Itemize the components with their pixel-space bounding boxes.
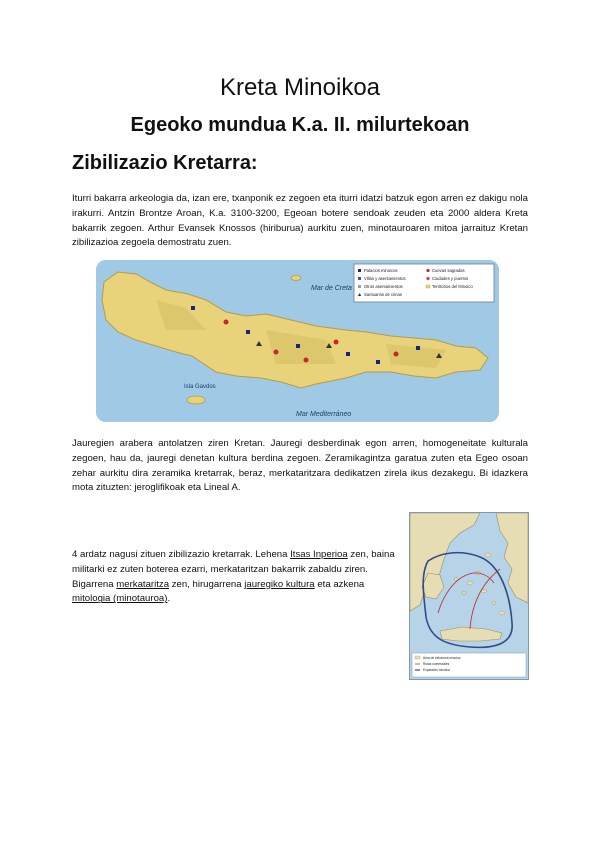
axes-text-end: . <box>167 593 171 605</box>
legend-item-6: Territorios del Minoico <box>432 284 473 289</box>
sea-label-bottom: Mar Mediterráneo <box>296 411 352 418</box>
paragraph-intro: Iturri bakarra arkeologia da, izan ere, txanponik ez zegoen eta iturri idatzi batzuk egon arren ez dakigu nola irakurri. Antzin Brontze Aroan, K.a. 3100-3200, Egeoan botere sendoak zeuden eta 2000 aldera Kreta bakarrik zegoen. Arthur Evansek Knossos (hiriburua) aurkitu zuen, minotauroaren mitoa jarraituz Kretan zibilizazioa zegoela demostratu zuen. <box>72 193 528 249</box>
legend-item-1: Villas y asentamientos <box>364 276 406 281</box>
paragraph-axes <box>72 548 397 607</box>
legend-item-0: Palacios minoicos <box>364 268 398 273</box>
legend-item-2: Otros asentamientos <box>364 284 403 289</box>
document-title: Kreta Minoikoa <box>219 74 381 101</box>
link-itsas-inperioa[interactable]: Itsas Inperioa <box>290 549 348 560</box>
axes-text-2: zen, baina militarki ez zuten boterea ezarri, merkataritzan bakarrik zabaldu ziren. Bigarrena <box>72 549 395 590</box>
paragraph-palaces: Jauregien arabera antolatzen ziren Kretan. Jauregi desberdinak egon arren, homogeneitate kulturala zegoen, hau da, jauregi denetan kultura berdina zegoen. Zeramikagintza garatua zuten eta Egeo osoan zehar aurkitu dira zeramika kretarrak, beraz, merkataritzara dedikatzen zirela ikus dezakegu. Bi idazkera mota zituzten: jeroglifikoak eta Lineal A. <box>72 438 528 494</box>
sea-label-top: Mar de Creta <box>311 285 352 292</box>
link-mitologia[interactable]: mitologia (minotauroa) <box>72 593 168 605</box>
document-subtitle: Egeoko mundua K.a. II. milurtekoan <box>130 114 470 136</box>
axes-text-1: 4 ardatz nagusi zituen zibilizazio kretarrak. Lehena <box>72 549 291 560</box>
legend-item-3: Santuarios de cimas <box>364 292 402 297</box>
aegean-legend-2: Expansión minoica <box>423 668 450 672</box>
legend-item-4: Cuevas sagradas <box>432 268 465 273</box>
section-heading: Zibilizazio Kretarra: <box>72 152 258 174</box>
link-jauregiko-kultura[interactable]: jauregiko kultura <box>244 578 315 590</box>
gavdos-label: Isla Gavdos <box>184 384 216 390</box>
crete-map <box>96 260 499 422</box>
axes-text-4: eta azkena <box>314 578 365 590</box>
legend-item-5: Ciudades y puertos <box>432 276 469 281</box>
axes-text-3: zen, hirugarrena <box>169 578 245 590</box>
aegean-map <box>409 512 529 680</box>
link-merkataritza[interactable]: merkataritza <box>116 578 170 590</box>
aegean-legend-1: Rutas comerciales <box>423 662 450 666</box>
aegean-legend-0: Área de influencia minoica <box>423 656 461 660</box>
